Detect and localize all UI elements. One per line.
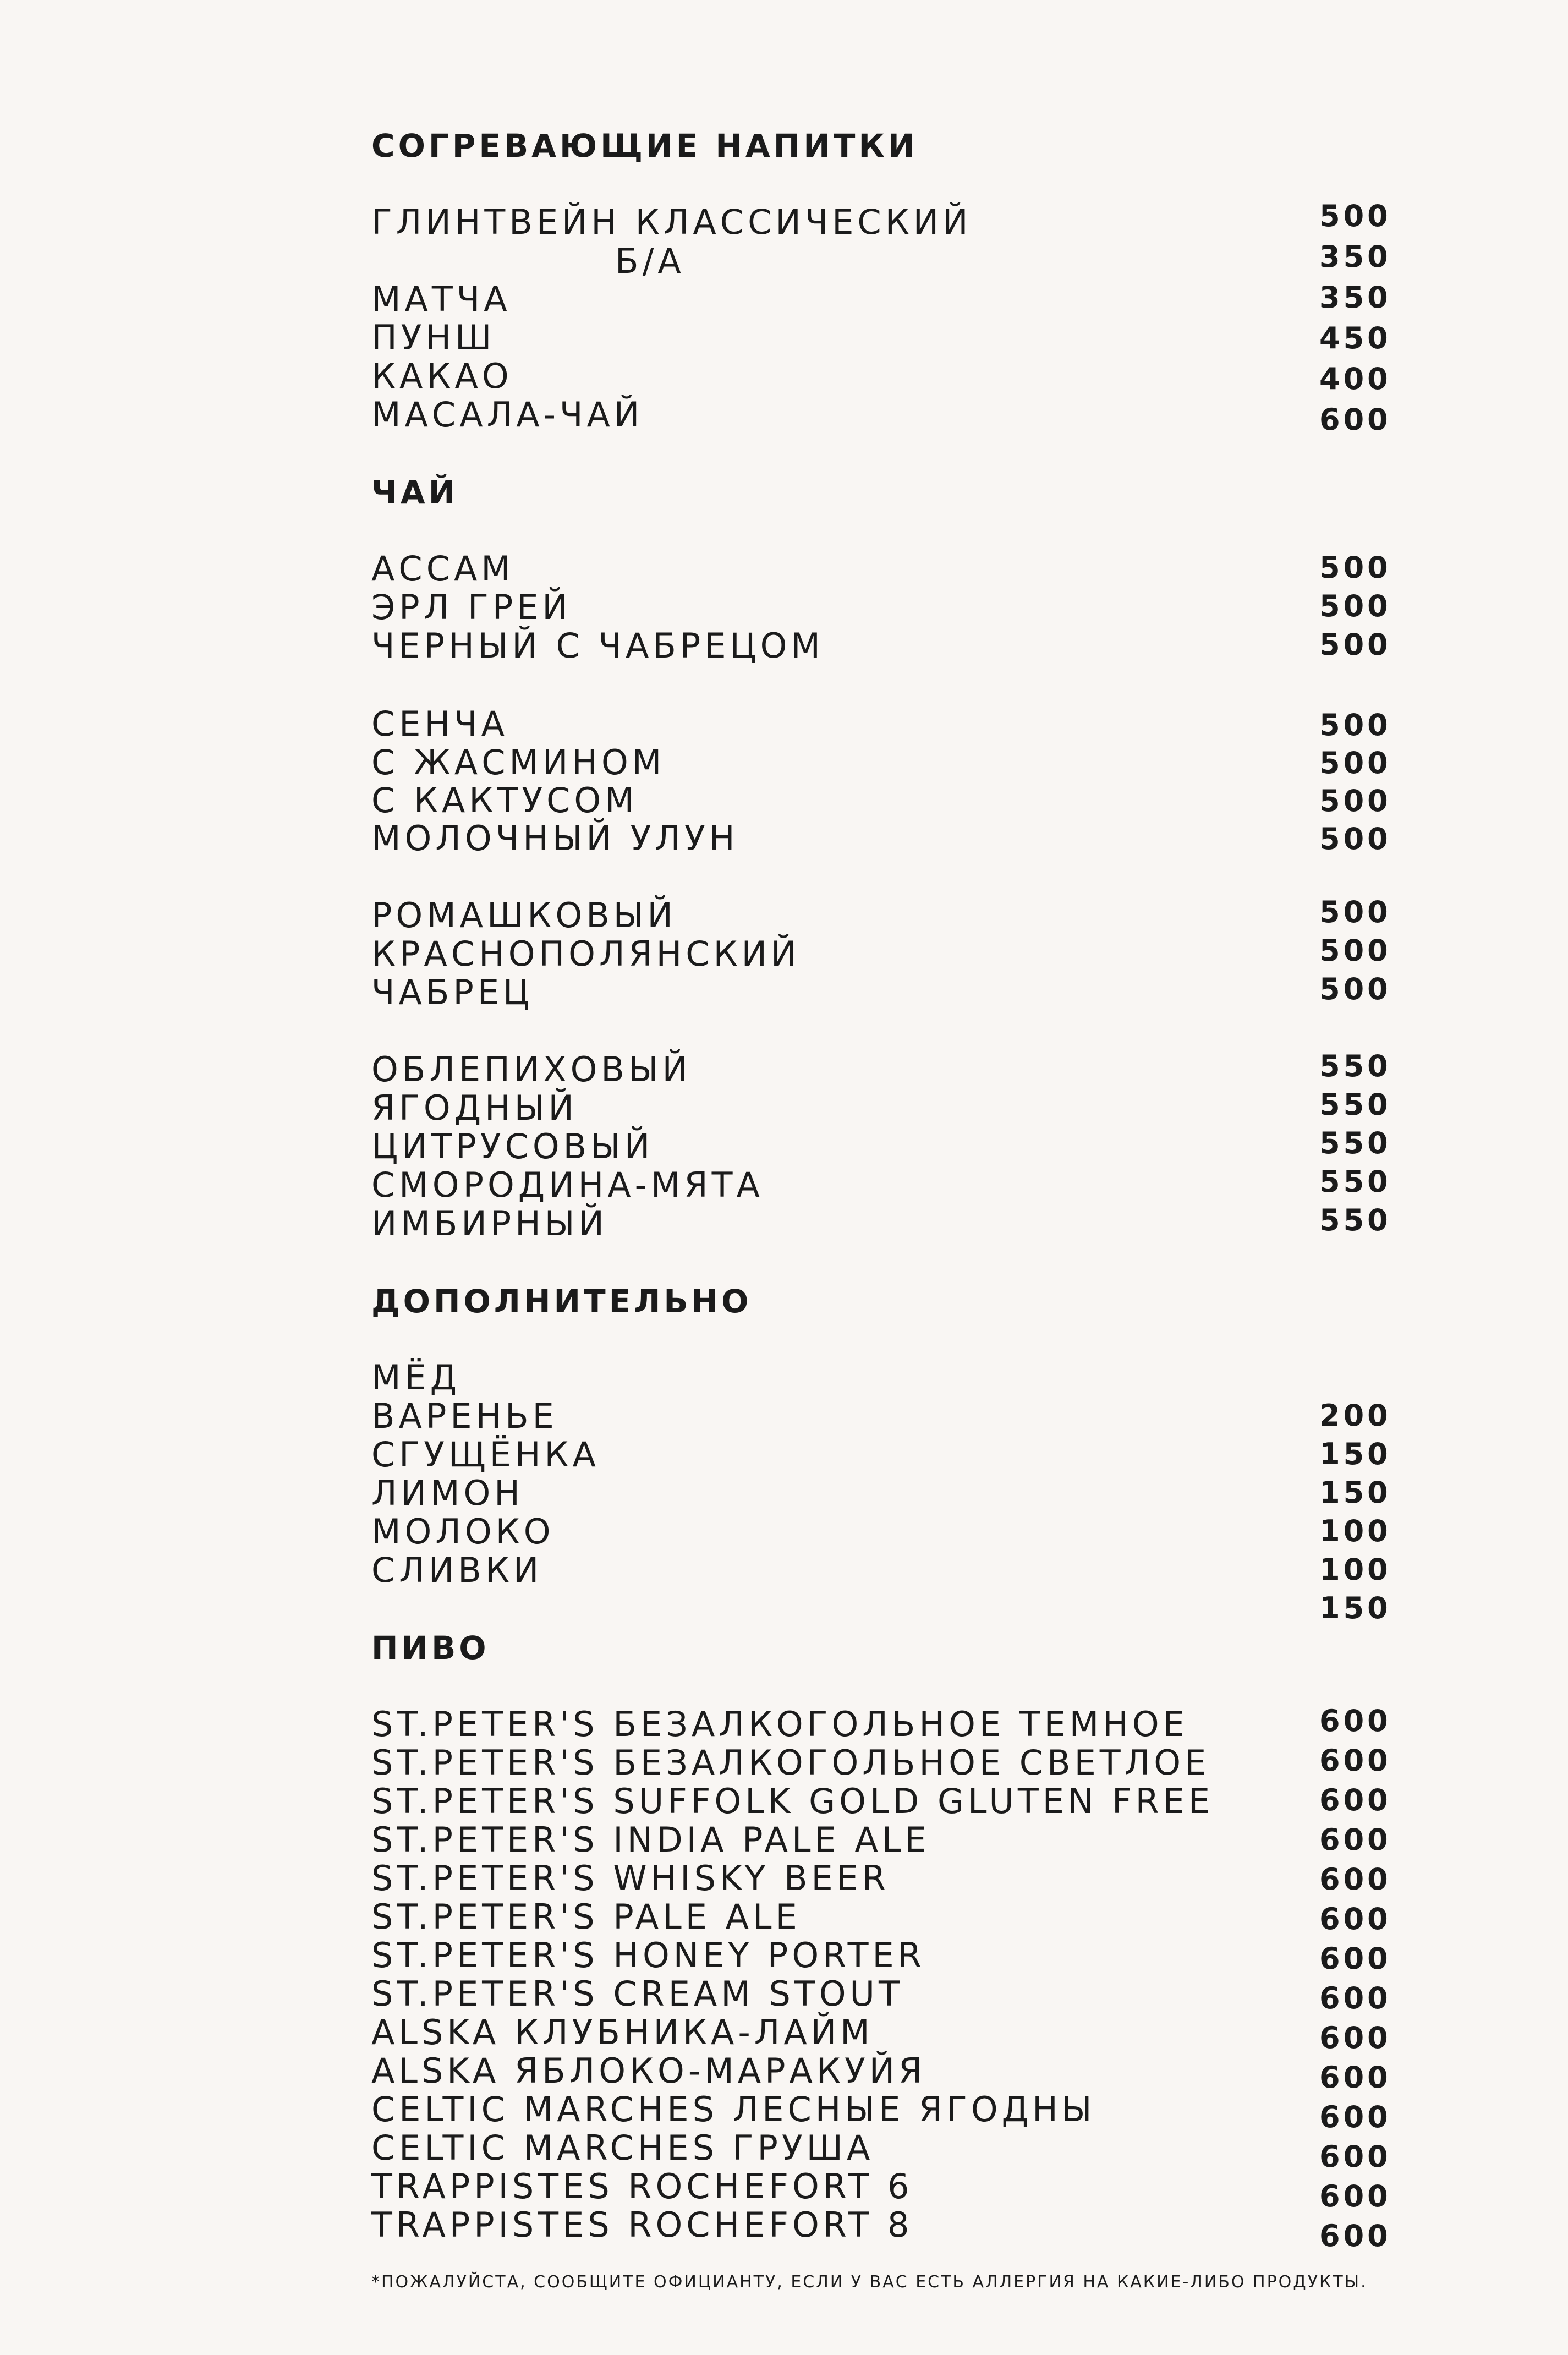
- menu-item: ST.PETER'S WHISKY BEER: [371, 1858, 890, 1898]
- menu-item: СМОРОДИНА-МЯТА: [371, 1165, 764, 1205]
- menu-price: 100: [1319, 1514, 1391, 1548]
- menu-item: ЛИМОН: [371, 1473, 524, 1513]
- menu-price: 350: [1319, 280, 1391, 315]
- menu-item: ST.PETER'S CREAM STOUT: [371, 1974, 903, 2014]
- menu-price: 550: [1319, 1049, 1391, 1083]
- menu-price: 600: [1319, 1704, 1391, 1738]
- menu-item: ALSKA КЛУБНИКА-ЛАЙМ: [371, 2012, 874, 2052]
- section-title-extras: ДОПОЛНИТЕЛЬНО: [371, 1283, 752, 1320]
- menu-price: 600: [1319, 1981, 1391, 2016]
- menu-price: 600: [1319, 2139, 1391, 2174]
- menu-item: АССАМ: [371, 549, 514, 589]
- menu-price: 150: [1319, 1437, 1391, 1471]
- menu-price: 500: [1319, 972, 1391, 1006]
- menu-price: 550: [1319, 1126, 1391, 1160]
- menu-price: 150: [1319, 1591, 1391, 1625]
- menu-price: 500: [1319, 708, 1391, 742]
- menu-price: 500: [1319, 821, 1391, 856]
- menu-price: 500: [1319, 746, 1391, 780]
- menu-item-variant: Б/А: [615, 241, 685, 281]
- menu-price: 450: [1319, 321, 1391, 355]
- menu-price: 100: [1319, 1552, 1391, 1587]
- menu-item: С КАКТУСОМ: [371, 780, 638, 820]
- menu-item: ST.PETER'S HONEY PORTER: [371, 1935, 925, 1975]
- menu-item: СЛИВКИ: [371, 1550, 543, 1590]
- menu-price: 600: [1319, 1941, 1391, 1976]
- menu-price: 600: [1319, 2179, 1391, 2214]
- menu-price: 600: [1319, 2100, 1391, 2134]
- menu-price: 500: [1319, 199, 1391, 233]
- menu-price: 600: [1319, 1743, 1391, 1778]
- menu-price: 600: [1319, 1902, 1391, 1936]
- menu-price: 350: [1319, 239, 1391, 274]
- menu-price: 600: [1319, 2219, 1391, 2253]
- allergy-footnote: *ПОЖАЛУЙСТА, СООБЩИТЕ ОФИЦИАНТУ, ЕСЛИ У ВАС ЕСТЬ АЛЛЕРГИЯ НА КАКИЕ-ЛИБО ПРОДУКТЫ.: [371, 2272, 1368, 2292]
- menu-item: ST.PETER'S БЕЗАЛКОГОЛЬНОЕ СВЕТЛОЕ: [371, 1743, 1210, 1783]
- menu-price: 500: [1319, 589, 1391, 623]
- menu-item: ЭРЛ ГРЕЙ: [371, 587, 572, 627]
- menu-item: TRAPPISTES ROCHEFORT 8: [371, 2205, 913, 2245]
- menu-item: МОЛОКО: [371, 1511, 555, 1552]
- section-title-warming: СОГРЕВАЮЩИЕ НАПИТКИ: [371, 127, 918, 165]
- menu-item: ЯГОДНЫЙ: [371, 1088, 578, 1128]
- menu-item: ST.PETER'S INDIA PALE ALE: [371, 1820, 930, 1860]
- menu-item: МЁД: [371, 1357, 461, 1398]
- section-title-beer: ПИВО: [371, 1629, 490, 1667]
- menu-price: 550: [1319, 1087, 1391, 1122]
- menu-price: 600: [1319, 2060, 1391, 2095]
- menu-item: ЧАБРЕЦ: [371, 972, 534, 1012]
- menu-price: 500: [1319, 784, 1391, 818]
- menu-item: ГЛИНТВЕЙН КЛАССИЧЕСКИЙ: [371, 202, 972, 242]
- menu-price: 600: [1319, 1822, 1391, 1857]
- menu-item: ИМБИРНЫЙ: [371, 1203, 608, 1244]
- menu-item: СЕНЧА: [371, 704, 509, 744]
- section-title-tea: ЧАЙ: [371, 474, 459, 511]
- menu-item: ЦИТРУСОВЫЙ: [371, 1126, 654, 1166]
- menu-price: 550: [1319, 1203, 1391, 1237]
- menu-price: 500: [1319, 933, 1391, 968]
- menu-item: С ЖАСМИНОМ: [371, 742, 666, 782]
- menu-price: 600: [1319, 402, 1391, 437]
- menu-price: 600: [1319, 1783, 1391, 1817]
- menu-item: ЧЕРНЫЙ С ЧАБРЕЦОМ: [371, 626, 824, 666]
- menu-price: 500: [1319, 550, 1391, 585]
- menu-item: РОМАШКОВЫЙ: [371, 895, 677, 935]
- menu-item: CELTIC MARCHES ГРУША: [371, 2128, 874, 2168]
- menu-item: СГУЩЁНКА: [371, 1434, 600, 1475]
- menu-price: 400: [1319, 362, 1391, 396]
- menu-item: КАКАО: [371, 356, 513, 396]
- menu-price: 200: [1319, 1398, 1391, 1433]
- menu-price: 550: [1319, 1164, 1391, 1199]
- menu-item: МАТЧА: [371, 279, 511, 319]
- menu-item: TRAPPISTES ROCHEFORT 6: [371, 2166, 913, 2206]
- menu-item: ST.PETER'S SUFFOLK GOLD GLUTEN FREE: [371, 1781, 1214, 1821]
- menu-item: МАСАЛА-ЧАЙ: [371, 395, 644, 435]
- menu-item: ST.PETER'S БЕЗАЛКОГОЛЬНОЕ ТЕМНОЕ: [371, 1704, 1188, 1744]
- menu-price: 600: [1319, 2020, 1391, 2055]
- menu-item: ALSKA ЯБЛОКО-МАРАКУЙЯ: [371, 2051, 926, 2091]
- menu-price: 600: [1319, 1862, 1391, 1897]
- menu-price: 500: [1319, 895, 1391, 929]
- menu-item: ВАРЕНЬЕ: [371, 1396, 558, 1436]
- menu-item: CELTIC MARCHES ЛЕСНЫЕ ЯГОДНЫ: [371, 2089, 1096, 2129]
- menu-price: 150: [1319, 1475, 1391, 1510]
- menu-item: ПУНШ: [371, 317, 496, 358]
- menu-item: МОЛОЧНЫЙ УЛУН: [371, 818, 739, 858]
- menu-price: 500: [1319, 627, 1391, 662]
- menu-item: ОБЛЕПИХОВЫЙ: [371, 1049, 692, 1089]
- menu-item: КРАСНОПОЛЯНСКИЙ: [371, 934, 801, 974]
- menu-item: ST.PETER'S PALE ALE: [371, 1897, 801, 1937]
